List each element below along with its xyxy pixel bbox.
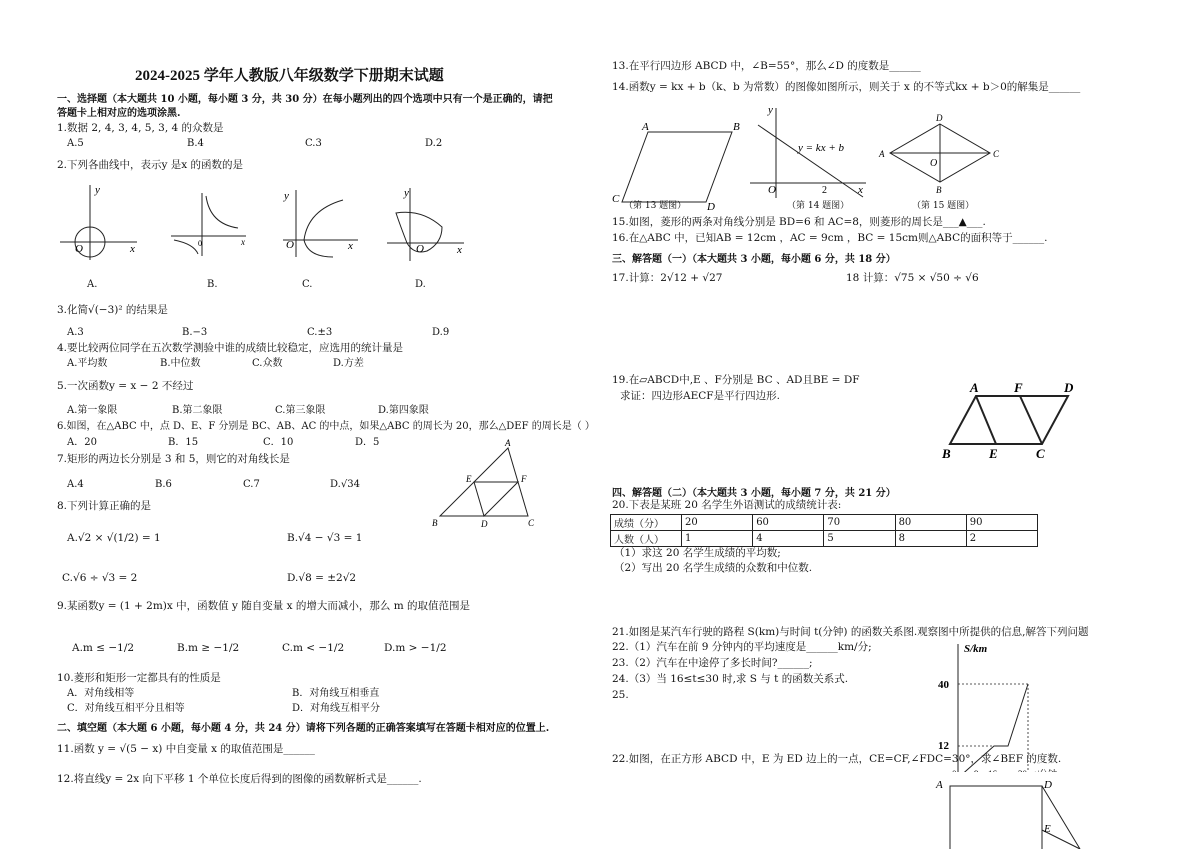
question-10: 10.菱形和矩形一定都具有的性质是 (57, 672, 221, 684)
score-table (610, 514, 1038, 547)
svg-text:x: x (348, 240, 353, 252)
question-1: 1.数据 2, 4, 3, 4, 5, 3, 4 的众数是 (57, 122, 224, 134)
q10-option-a: A．对角线相等 (67, 688, 135, 699)
q1-option-a: A.5 (67, 138, 84, 149)
table-cell: 20 (682, 515, 753, 531)
q6-option-a: A．20 (67, 437, 97, 448)
svg-text:B: B (936, 185, 942, 195)
q9-option-b: B.m ≥ −1/2 (177, 642, 240, 654)
section-4-header: 四、解答题（二）（本大题共 3 小题，每小题 7 分，共 21 分） (612, 488, 896, 499)
question-21: 21.如图是某汽车行驶的路程 S(km)与时间 t(分钟) 的函数关系图.观察图中所提供的信息,解答下列问题 (612, 626, 1089, 638)
q9-option-c: C.m < −1/2 (282, 642, 345, 654)
q4-option-a: A.平均数 (67, 358, 108, 369)
q10-option-c: C．对角线互相平分且相等 (67, 703, 185, 714)
q2-option-a: A. (87, 279, 98, 290)
question-20: 20.下表是某班 20 名学生外语测试的成绩统计表: (612, 499, 842, 511)
question-9: 9.某函数y = (1 + 2m)x 中，函数值 y 随自变量 x 的增大而减小，那么 m 的取值范围是 (57, 600, 471, 612)
q8-option-b: B.√4 − √3 = 1 (287, 532, 363, 544)
question-14: 14.函数y = kx + b（k、b 为常数）的图像如图所示，则关于 x 的不等式kx + b＞0的解集是______ (612, 81, 1081, 93)
q5-option-a: A.第一象限 (67, 405, 118, 416)
page-title: 2024-2025 学年人教版八年级数学下册期末试题 (135, 68, 444, 84)
svg-text:y: y (768, 104, 773, 116)
q8-option-d: D.√8 = ±2√2 (287, 572, 357, 584)
question-16: 16.在△ABC 中，已知AB = 12cm ，AC = 9cm ，BC = 15cm则△ABC的面积等于______. (612, 232, 1048, 244)
svg-text:y: y (404, 187, 409, 199)
svg-text:B: B (432, 518, 438, 528)
svg-text:A: A (505, 438, 511, 448)
svg-text:D: D (481, 519, 488, 529)
q5-option-c: C.第三象限 (275, 405, 326, 416)
fig21-x-tick-0: 0 (952, 769, 957, 779)
fig15-caption: （第 15 题图） (912, 201, 975, 211)
svg-text:A: A (879, 149, 885, 159)
svg-text:F: F (1014, 380, 1023, 395)
q9-option-d: D.m > −1/2 (384, 642, 447, 654)
q7-option-d: D.√34 (330, 479, 360, 490)
table-cell: 1 (682, 531, 753, 547)
q2-graph-c (278, 185, 363, 260)
svg-text:C: C (1036, 446, 1045, 461)
question-21-part-3: 24.（3）当 16≤t≤30 时,求 S 与 t 的函数关系式. (612, 673, 849, 685)
question-4: 4.要比较两位同学在五次数学测验中谁的成绩比较稳定，应选用的统计量是 (57, 342, 404, 354)
question-21-part-2: 23.（2）汽车在中途停了多长时间?______; (612, 657, 813, 669)
q3-option-a: A.3 (67, 327, 84, 338)
fig14-line-label: y = kx + b (798, 142, 844, 154)
svg-text:y: y (284, 190, 289, 202)
q2-option-c: C. (302, 279, 313, 290)
table-cell: 70 (824, 515, 895, 531)
svg-text:0: 0 (198, 239, 202, 248)
section-2-header: 二、填空题（本大题 6 小题，每小题 4 分，共 24 分）请将下列各题的正确答案填写在答题卡相对应的位置上. (57, 723, 550, 734)
q6-option-b: B．15 (168, 437, 199, 448)
q6-option-d: D．5 (355, 437, 380, 448)
svg-text:A: A (936, 779, 943, 791)
fig21-x-label: t/分钟 (1034, 769, 1058, 779)
svg-text:x: x (858, 184, 863, 196)
svg-text:O: O (768, 184, 776, 196)
q22-square-figure (930, 774, 1090, 849)
q8-option-a: A.√2 × √(1/2) = 1 (67, 532, 161, 544)
q20-part-2: （2）写出 20 名学生成绩的众数和中位数. (614, 562, 813, 574)
q4-option-b: B.中位数 (160, 358, 201, 369)
question-11: 11.函数 y = √(5 − x) 中自变量 x 的取值范围是______ (57, 743, 315, 755)
fig21-clip (930, 638, 1060, 779)
q2-graph-d (382, 183, 472, 263)
table-cell: 8 (895, 531, 966, 547)
q7-option-a: A.4 (67, 479, 84, 490)
q7-option-b: B.6 (155, 479, 172, 490)
fig21-x-tick-30: 30 (1018, 769, 1027, 779)
q3-option-c: C.±3 (307, 327, 333, 338)
table-cell: 4 (753, 531, 824, 547)
section-1-header-cont: 答题卡上相对应的选项涂黑. (57, 108, 181, 119)
svg-text:C: C (993, 149, 1000, 159)
q1-option-c: C.3 (305, 138, 322, 149)
svg-text:B: B (733, 121, 740, 133)
svg-text:A: A (970, 380, 979, 395)
svg-text:C: C (612, 193, 620, 205)
q10-option-d: D．对角线互相平分 (292, 703, 381, 714)
svg-text:y: y (95, 184, 100, 196)
svg-text:E: E (989, 446, 998, 461)
q6-option-c: C．10 (263, 437, 294, 448)
svg-text:O: O (286, 239, 294, 251)
question-6: 6.如图，在△ABC 中，点 D、E、F 分别是 BC、AB、AC 的中点，如果△ABC 的周长为 20，那么△DEF 的周长是（ ） (57, 421, 595, 432)
question-13: 13.在平行四边形 ABCD 中，∠B=55°，那么∠D 的度数是______ (612, 60, 921, 72)
table-row (611, 531, 1038, 547)
q7-option-c: C.7 (243, 479, 260, 490)
svg-text:x: x (241, 237, 245, 247)
fig21-distance-time-graph (930, 638, 1060, 779)
q4-option-c: C.众数 (252, 358, 283, 369)
svg-text:x: x (457, 244, 462, 256)
svg-text:D: D (1044, 779, 1052, 791)
question-22: 22.如图，在正方形 ABCD 中，E 为 ED 边上的一点，CE=CF,∠FDC=30°，求∠BEF 的度数. (612, 753, 1062, 765)
question-19-line2: 求证：四边形AECF是平行四边形. (620, 390, 780, 402)
fig13-parallelogram (610, 118, 750, 213)
question-2: 2.下列各曲线中，表示y 是x 的函数的是 (57, 159, 244, 171)
fig21-x-tick-16: 16 (988, 769, 997, 779)
question-21-part-4: 25. (612, 689, 629, 701)
q9-option-a: A.m ≤ −1/2 (72, 642, 135, 654)
table-cell: 90 (966, 515, 1037, 531)
question-7: 7.矩形的两边长分别是 3 和 5，则它的对角线长是 (57, 453, 290, 465)
fig21-y-tick-40: 40 (938, 679, 949, 691)
q6-triangle-figure (430, 438, 545, 533)
question-12: 12.将直线y = 2x 向下平移 1 个单位长度后得到的图像的函数解析式是______. (57, 773, 422, 785)
svg-text:O: O (416, 243, 424, 255)
question-5: 5.一次函数y = x − 2 不经过 (57, 380, 194, 392)
question-21-part-1: 22.（1）汽车在前 9 分钟内的平均速度是______km/分; (612, 641, 872, 653)
question-19-line1: 19.在▱ABCD中,E 、F分别是 BC 、AD且BE = DF (612, 374, 860, 386)
question-3: 3.化简√(−3)² 的结果是 (57, 304, 168, 316)
svg-text:E: E (466, 474, 472, 484)
section-1-header: 一、选择题（本大题共 10 小题，每小题 3 分，共 30 分）在每小题列出的四个选项中只有一个是正确的，请把 (57, 94, 553, 105)
q2-graph-b (168, 188, 253, 258)
table-row (611, 515, 1038, 531)
fig21-x-tick-9: 9 (974, 769, 979, 779)
q3-option-b: B.−3 (182, 327, 208, 338)
svg-text:C: C (528, 518, 535, 528)
table-cell: 60 (753, 515, 824, 531)
q8-option-c: C.√6 ÷ √3 = 2 (62, 572, 138, 584)
fig13-caption: （第 13 题图） (624, 201, 687, 211)
fig21-y-tick-12: 12 (938, 740, 949, 752)
question-15: 15.如图，菱形的两条对角线分别是 BD=6 和 AC=8，则菱形的周长是___▲___. (612, 216, 986, 228)
svg-text:O: O (75, 243, 83, 255)
table-cell: 人数（人） (611, 531, 682, 547)
q3-option-d: D.9 (432, 327, 450, 338)
svg-text:D: D (1064, 380, 1074, 395)
q10-option-b: B．对角线互相垂直 (292, 688, 380, 699)
table-cell: 80 (895, 515, 966, 531)
fig14-line-graph (748, 103, 873, 203)
svg-text:F: F (521, 474, 527, 484)
q1-option-b: B.4 (187, 138, 204, 149)
q5-option-b: B.第二象限 (172, 405, 223, 416)
table-cell: 5 (824, 531, 895, 547)
q19-parallelogram-figure (940, 378, 1085, 463)
question-17: 17.计算：2√12 + √27 (612, 272, 723, 284)
q2-graph-a (55, 180, 145, 265)
q5-option-d: D.第四象限 (378, 405, 429, 416)
section-3-header: 三、解答题（一）（本大题共 3 小题，每小题 6 分，共 18 分） (612, 254, 896, 265)
q4-option-d: D.方差 (333, 358, 364, 369)
svg-text:B: B (942, 446, 951, 461)
question-8: 8.下列计算正确的是 (57, 500, 152, 512)
svg-text:A: A (642, 121, 649, 133)
q1-option-d: D.2 (425, 138, 443, 149)
fig14-x-intercept: 2 (822, 185, 827, 196)
q2-option-d: D. (415, 279, 426, 290)
q2-option-b: B. (207, 279, 218, 290)
q20-part-1: （1）求这 20 名学生成绩的平均数; (614, 547, 781, 559)
svg-text:x: x (130, 243, 135, 255)
question-18: 18 计算：√75 × √50 ÷ √6 (846, 272, 979, 284)
svg-text:D: D (707, 201, 715, 213)
fig14-caption: （第 14 题图） (787, 201, 850, 211)
svg-text:O: O (930, 158, 938, 169)
svg-text:E: E (1044, 823, 1051, 835)
svg-text:D: D (936, 113, 943, 123)
fig15-rhombus (878, 110, 1008, 200)
table-cell: 2 (966, 531, 1037, 547)
fig21-y-label: S/km (964, 643, 988, 655)
table-cell: 成绩（分） (611, 515, 682, 531)
